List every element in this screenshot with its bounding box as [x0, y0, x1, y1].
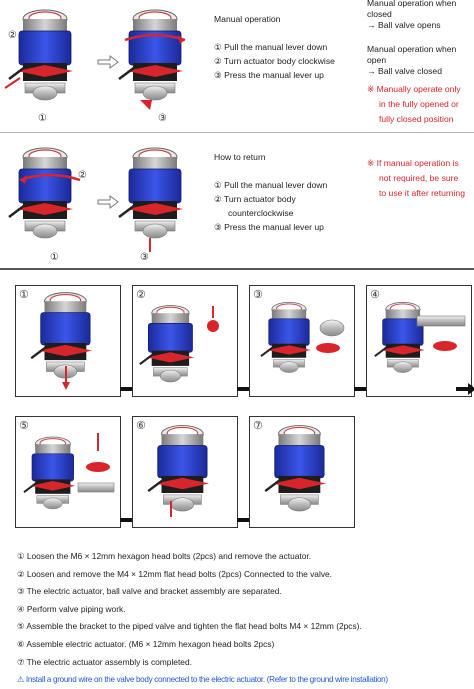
how-to-return-steps	[214, 178, 327, 234]
divider-2	[0, 268, 474, 270]
step-1: ① Pull the manual lever down	[214, 42, 328, 52]
instruction-3: ③ The electric actuator, ball valve and bracket assembly are separated.	[17, 586, 282, 597]
how-to-return-illustration	[0, 138, 210, 266]
return-callout-3: ③	[140, 252, 149, 263]
how-to-return-title: How to return	[214, 152, 266, 162]
instruction-4: ④ Perform valve piping work.	[17, 603, 126, 614]
how-to-return-note: ※ If manual operation is not required, be sure to use it after returning	[367, 158, 465, 198]
return-callout-2: ②	[78, 170, 87, 181]
step-2: ② Turn actuator body clockwise	[214, 56, 335, 66]
callout-2: ②	[8, 30, 17, 41]
return-step-3: ③ Press the manual lever up	[214, 222, 324, 232]
return-step-2: ② Turn actuator body	[214, 194, 296, 204]
manual-operation-illustration	[0, 0, 210, 130]
install-panel-6: ⑥	[132, 416, 238, 528]
manual-operation-title: Manual operation	[214, 14, 281, 24]
arrow-4-end	[456, 383, 474, 395]
install-panel-3: ③	[249, 285, 355, 397]
install-panel-2: ②	[132, 285, 238, 397]
return-callout-1: ①	[50, 252, 59, 263]
instruction-5: ⑤ Assemble the bracket to the piped valve and tighten the flat head bolts M4 × 12mm (2pcs).	[17, 621, 362, 632]
instruction-6: ⑥ Assemble electric actuator. (M6 × 12mm hexagon head bolts 2pcs)	[17, 638, 275, 649]
install-panel-1: ①	[15, 285, 121, 397]
manual-operation-side: Manual operation when closed → Ball valve opens Manual operation when open → Ball valve closed	[367, 0, 457, 76]
manual-operation-note: ※ Manually operate only in the fully opened or fully closed position	[367, 84, 461, 124]
divider-1	[0, 132, 474, 133]
installation-instructions	[17, 548, 388, 689]
return-step-2b: counterclockwise	[228, 208, 294, 218]
ground-wire-warning: ⚠ Install a ground wire on the valve body connected to the electric actuator. (Refer to the ground wire installation)	[17, 675, 388, 685]
install-panel-4: ④	[366, 285, 472, 397]
callout-1: ①	[38, 113, 47, 124]
manual-operation-steps	[214, 40, 335, 82]
instruction-2: ② Loosen and remove the M4 × 12mm flat head bolts (2pcs) Connected to the valve.	[17, 568, 332, 579]
step-3: ③ Press the manual lever up	[214, 70, 324, 80]
instruction-7: ⑦ The electric actuator assembly is completed.	[17, 656, 192, 667]
callout-3: ③	[158, 113, 167, 124]
return-step-1: ① Pull the manual lever down	[214, 180, 328, 190]
install-panel-7: ⑦	[249, 416, 355, 528]
install-panel-5: ⑤	[15, 416, 121, 528]
instruction-1: ① Loosen the M6 × 12mm hexagon head bolts (2pcs) and remove the actuator.	[17, 551, 312, 561]
